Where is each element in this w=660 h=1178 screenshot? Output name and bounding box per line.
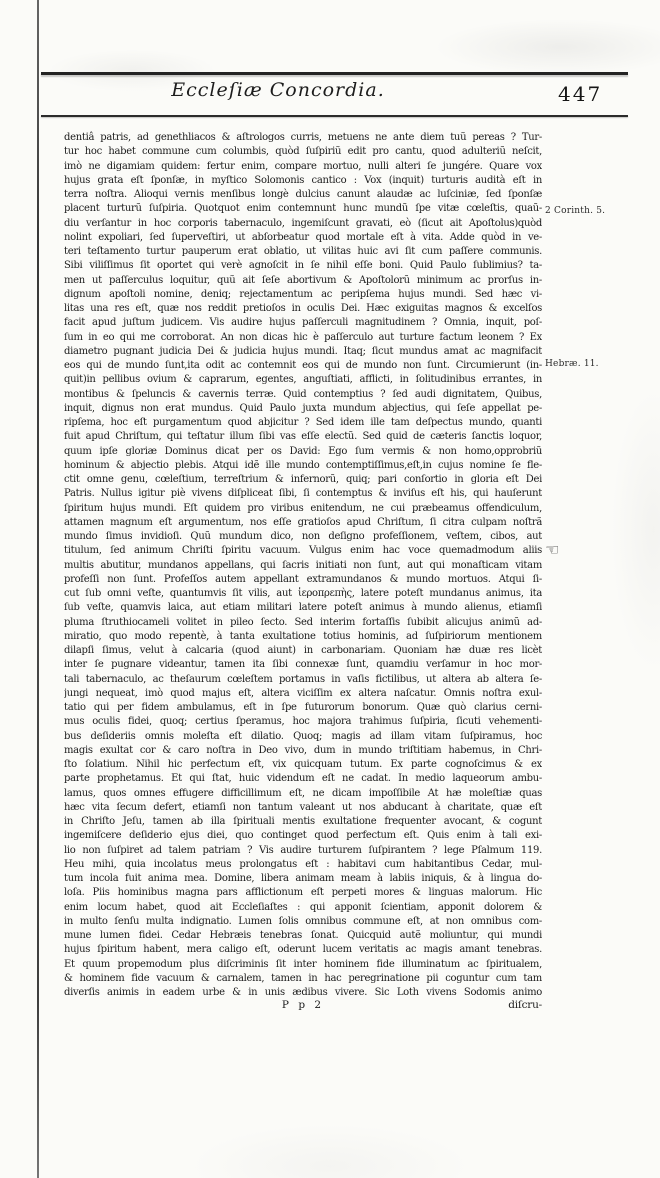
signature-mark: P p 2 bbox=[281, 999, 325, 1011]
text-line: ſto ſolatium. Nihil hic perfectum eſt, vix quicquam tutum. Ex parte cognoſcimus & ex bbox=[64, 759, 542, 770]
text-line: placent turturũ ſuſpiria. Quotquot enim contemnunt hunc mundũ ſpe vitæ cœleſtis, quaũ- bbox=[64, 203, 542, 215]
text-line: diametro pugnant judicia Dei & judicia hujus mundi. Itaq; ſicut mundus amat ac magnifacit bbox=[64, 345, 542, 357]
text-line: Sibi viliſſimus ſit oportet qui verè agnoſcit in ſe nihil eſſe boni. Quid Paulo ſublimius? ta- bbox=[64, 260, 542, 272]
page-number: 447 bbox=[558, 82, 603, 106]
manicule-icon: ☜ bbox=[545, 540, 560, 559]
text-line: inter ſe pugnare videantur, tamen ita ſibi connexæ ſunt, quamdiu verſamur in hoc mor- bbox=[64, 659, 542, 671]
text-line: facit apud juſtum judicem. Vis audire hujus paſſerculi magnitudinem ? Omnia, inquit, poſ- bbox=[64, 317, 542, 329]
running-title: Eccleſiæ Concordia. bbox=[171, 79, 385, 101]
text-line: parte prophetamus. Et qui ſtat, huic videndum eſt ne cadat. In medio laqueorum ambu- bbox=[64, 773, 542, 785]
text-line: ſub veſte, quamvis laica, aut etiam militari latere poteſt animus à mundo alienus, etiamſi bbox=[64, 602, 542, 614]
text-line: jungi nequeat, imò quod majus eſt, altera viciſſim ex altera naſcatur. Omnis noſtra exul- bbox=[64, 687, 542, 699]
text-line: profeſſi non ſunt. Profeſſos autem appellant extramundanos & mundo mortuos. Atqui ſi- bbox=[64, 573, 542, 585]
text-line: fuit apud Chriſtum, qui teſtatur illum ſibi vas eſſe electũ. Sed quid de cæteris ſanctis loquor, bbox=[64, 431, 542, 443]
text-line: diu verſantur in hoc corporis tabernaculo, ingemiſcunt gravati, eò (ſicut ait Apoſtolus)quòd bbox=[64, 217, 542, 229]
margin-note: Hebræ. 11. bbox=[545, 359, 599, 369]
text-line: inquit, dignus non erat mundus. Quid Paulo juxta mundum abjectius, qui ſeſe appellat pe- bbox=[64, 402, 542, 414]
text-line: litas una res eſt, quæ nos reddit pretioſos in oculis Dei. Hæc exiguitas magnos & excelſos bbox=[64, 303, 542, 314]
text-line: loſa. Piis hominibus magna pars afflictionum eſt perpeti mores & linguas malorum. Hic bbox=[64, 887, 542, 899]
text-line: mune lumen fidei. Cedar Hebræis tenebras ſonat. Quicquid autẽ moliuntur, qui mundi bbox=[64, 930, 542, 941]
text-line: miratio, quo modo repentè, à tanta exultatione totius hominis, ad ſuſpiriorum mentionem bbox=[64, 630, 542, 642]
text-line: titulum, ſed animum Chriſti ſpiritu vacuum. Vulgus enim hac voce quemadmodum aliis bbox=[64, 545, 542, 557]
footer-line bbox=[64, 999, 542, 1014]
text-line: enim locum habet, quod ait Eccleſiaſtes : qui apponit ſcientiam, apponit dolorem & bbox=[64, 901, 542, 913]
text-line: Et quum propemodum plus diſcriminis ſit inter hominem fide illuminatum ac ſpiritualem, bbox=[64, 958, 542, 970]
text-line: quit)in pellibus ovium & caprarum, egentes, anguſtiati, afflicti, in ſolitudinibus errantes, in bbox=[64, 374, 542, 386]
text-line: dilapſi ſimus, velut à calcaria (quod aiunt) in carbonariam. Quoniam hæ duæ res licèt bbox=[64, 645, 542, 656]
margin-note: 2 Corinth. 5. bbox=[545, 206, 606, 216]
text-line: pluma ſtruthiocameli volitet in pileo ſecto. Sed interim fortaſſis ſubibit alicujus animũ ad- bbox=[64, 616, 542, 628]
text-line: men ut paſſerculus loquitur, quũ ait ſeſe abortivum & Apoſtolorũ minimum ac prorſus in- bbox=[64, 274, 542, 286]
text-line: lamus, quos omnes effugere difficillimum eſt, ne dicam impoſſibile At hæ moleſtiæ quas bbox=[64, 787, 542, 799]
text-line: hujus grata eſt ſponſæ, in myſtico Solomonis cantico : Vox (inquit) turturis audità eſt in bbox=[64, 174, 542, 186]
text-line: imò ne digamiam quidem: fertur enim, compare mortuo, nulli alteri ſe jungére. Quare vox bbox=[64, 160, 542, 172]
text-line: ſum in eo qui me corroborat. An non dicas hic è paſſerculo aut turture factum leonem ? Ex bbox=[64, 331, 542, 343]
text-line: hujus ſpiritum habent, mera caligo eſt, oderunt lucem veritatis ac magis amant tenebras. bbox=[64, 944, 542, 956]
header-rule-bottom bbox=[41, 115, 628, 117]
text-line: mundo ſimus invidioſi. Quũ mundum dico, non deſigno profeſſionem, veſtem, cibos, aut bbox=[64, 531, 542, 542]
text-line: Heu mihi, quia incolatus meus prolongatus eſt : habitavi cum habitantibus Cedar, mul- bbox=[64, 858, 542, 870]
header-rule-top bbox=[41, 72, 628, 75]
text-line: cut ſub omni veſte, quantumvis ſit vilis, aut ἱεροπρεπὴς, latere poteſt mundanus animus, ita bbox=[64, 588, 542, 599]
text-line: quum ipſe gloriæ Dominus dicat per os David: Ego ſum vermis & non homo,opprobriũ bbox=[64, 445, 542, 457]
text-line: tum incola fuit anima mea. Domine, libera animam meam à labiis iniquis, & à lingua do- bbox=[64, 873, 542, 884]
text-line: attamen magnum eſt argumentum, nos eſſe gratioſos apud Chriſtum, ſi citra culpam noſtrã bbox=[64, 516, 542, 528]
text-line: in multo ſenſu multa indignatio. Lumen ſolis omnibus commune eſt, at non omnibus com- bbox=[64, 915, 542, 927]
text-line: lio non ſuſpiret ad talem patriam ? Vis audire turturem ſuſpirantem ? lege Pſalmum 119. bbox=[64, 844, 542, 856]
text-line: ſpiritum hujus mundi. Eſt quidem pro viribus enitendum, ne cui præbeamus offendiculum, bbox=[64, 502, 542, 514]
text-line: dentiâ patris, ad genethliacos & aſtrologos curris, metuens ne ante diem tuũ pereas ? Tur- bbox=[64, 132, 542, 143]
text-line: ingemiſcere deſiderio ejus diei, quo continget quod perfectum eſt. Quis enim à tali exi- bbox=[64, 830, 542, 842]
text-line: tur hoc habet commune cum columbis, quòd ſuſpiriũ edit pro cantu, quod adulteriũ neſcit, bbox=[64, 146, 542, 158]
text-line: hominum & abjectio plebis. Atqui idẽ ille mundo contemptiſſimus,eſt,in cujus nomine ſe fle- bbox=[64, 459, 542, 471]
text-line: ripſema, hoc eſt purgamentum quod abjicitur ? Sed idem ille tam deſpectus mundo, quanti bbox=[64, 417, 542, 428]
text-line: montibus & ſpeluncis & cavernis terræ. Quid contemptius ? ſed audi dignitatem, Quibus, bbox=[64, 388, 542, 400]
text-line: teri teſtamento turtur pauperum erat oblatio, ut vilitas huic avi ſit cum paſſere communis. bbox=[64, 246, 542, 257]
text-line: mus oculis fidei, quoq; certius ſperamus, hoc majora trahimus ſuſpiria, ſicuti vehementi- bbox=[64, 716, 542, 728]
text-line: in Chriſto Jeſu, tamen ab illa ſpirituali mentis exultatione frequenter avocant, & cogunt bbox=[64, 816, 542, 827]
text-line: tatio qui per fidem ambulamus, eſt in ſpe futurorum bonorum. Quæ quò clarius cerni- bbox=[64, 702, 542, 713]
text-line: diverſis animis in eadem urbe & in unis ædibus vivere. Sic Loth vivens Sodomis animo bbox=[64, 987, 542, 998]
text-line: nolint expoliari, ſed ſuperveſtiri, ut abſorbeatur quod mortale eſt à vita. Adde quòd in ve- bbox=[64, 231, 542, 243]
catchword: diſcru- bbox=[508, 999, 542, 1011]
text-line: eos qui de mundo ſunt,ita odit ac contemnit eos qui de mundo non ſunt. Circumierunt (in- bbox=[64, 360, 542, 371]
text-line: Patris. Nullus igitur piè vivens diſpliceat ſibi, ſi contemptus & inviſus eſt his, qui hauſerunt bbox=[64, 488, 542, 500]
body-text-block bbox=[64, 131, 542, 1000]
text-line: hæc vita ſecum defert, etiamſi non tantum valeant ut nos abducant à charitate, quæ eſt bbox=[64, 801, 542, 813]
text-line: magis exultat cor & caro noſtra in Deo vivo, dum in mundo triſtitiam habemus, in Chri- bbox=[64, 744, 542, 756]
gutter-rule bbox=[37, 0, 39, 1178]
text-line: terra noſtra. Alioqui vernis menſibus longè dulcius canunt alaudæ ac luſciniæ, ſed ſponſæ bbox=[64, 189, 542, 200]
text-line: & hominem fide vacuum & carnalem, tamen in hac peregrinatione pii coguntur cum tam bbox=[64, 972, 542, 984]
text-line: ctit omne genu, cœleſtium, terreſtrium & infernorũ, quiq; pari conſortio in gloria eſt Dei bbox=[64, 474, 542, 485]
text-line: multis abutitur, mundanos appellans, qui ſacris initiati non ſunt, aut qui monaſticam vitam bbox=[64, 559, 542, 571]
text-line: tali tabernaculo, ac theſaurum cœleſtem portamus in vaſis fictilibus, ut altera ab altera ſe- bbox=[64, 673, 542, 685]
text-line: dignum apoſtoli nomine, deniq; rejectamentum ac peripſema hujus mundi. Sed hæc vi- bbox=[64, 288, 542, 300]
text-line: bus deſideriis omnis moleſta eſt dilatio. Quoq; magis ad illam vitam ſuſpiramus, hoc bbox=[64, 730, 542, 742]
